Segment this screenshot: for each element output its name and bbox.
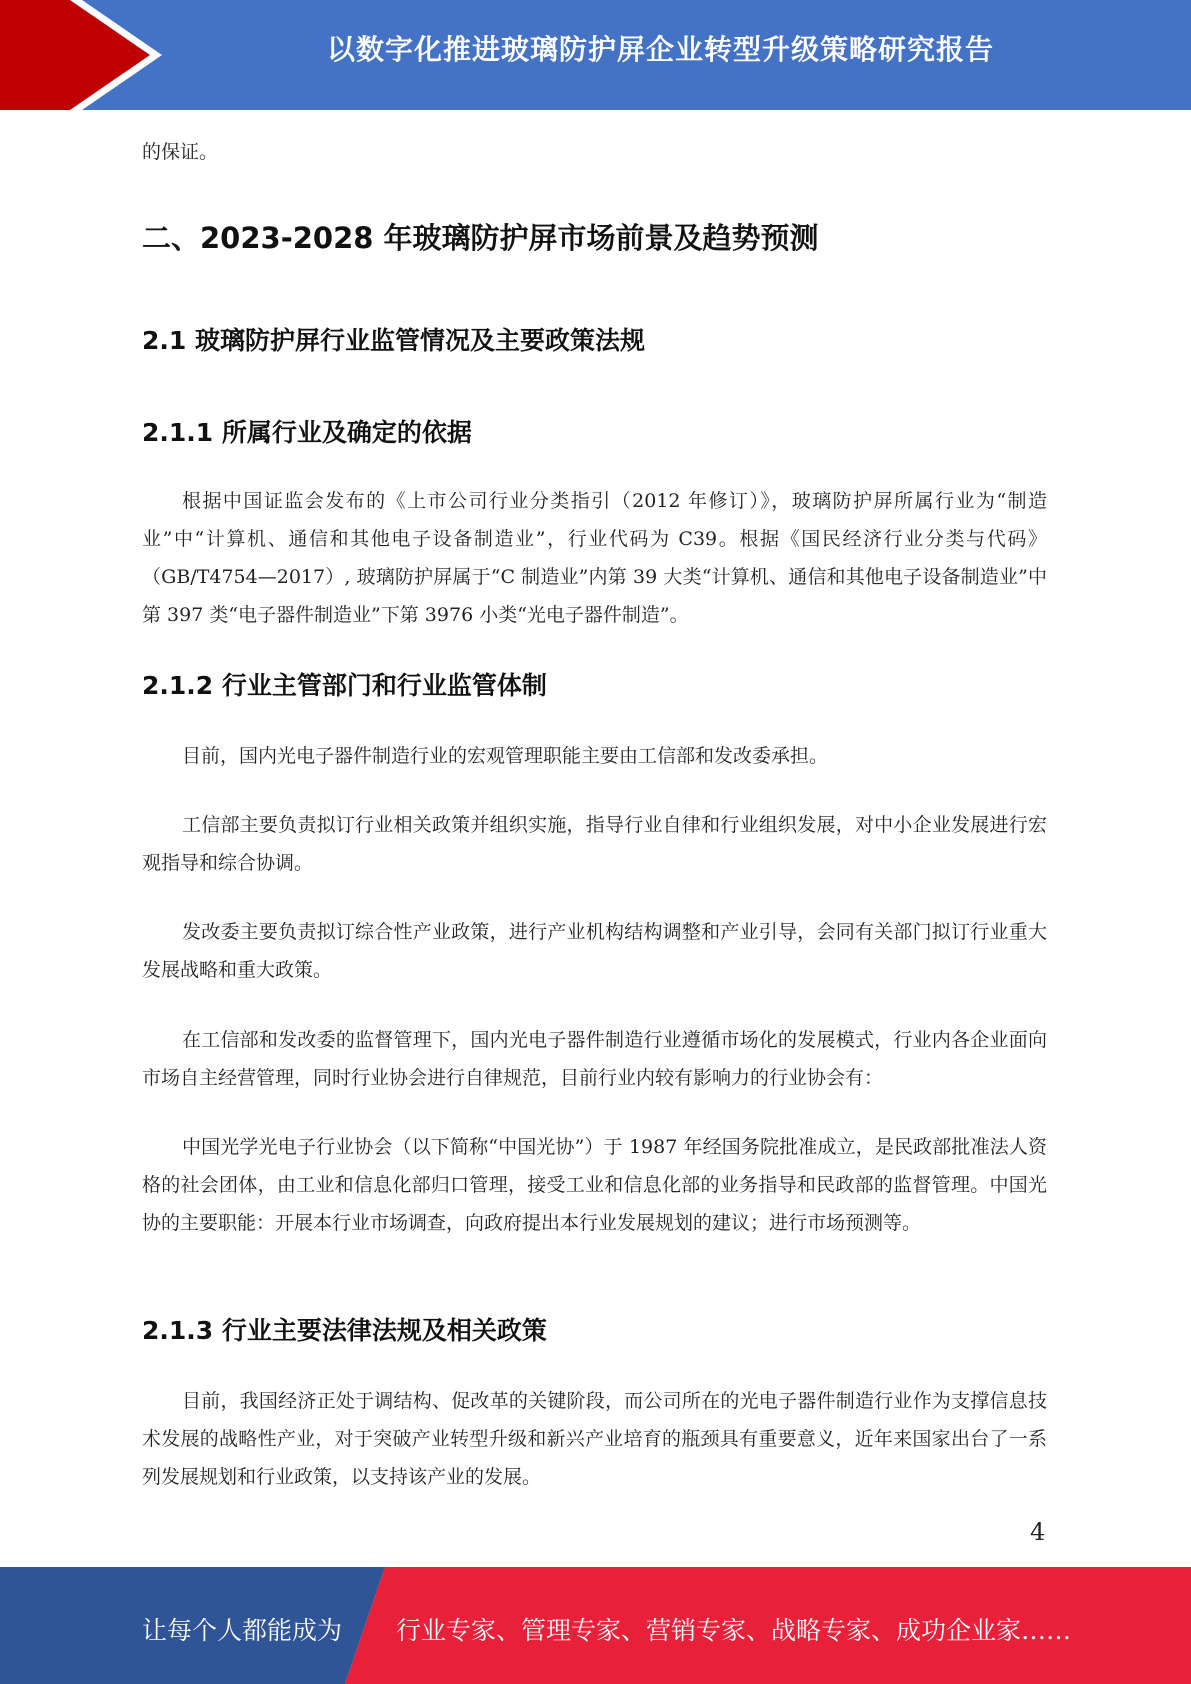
paragraph-2-1-3: 目前，我国经济正处于调结构、促改革的关键阶段，而公司所在的光电子器件制造行业作为支撑信息技术发展的战略性产业，对于突破产业转型升级和新兴产业培育的瓶颈具有重要意义，近年来国家出台了一系列发展规划和行业政策，以支持该产业的发展。 xyxy=(142,1390,1047,1488)
paragraph-2-1-2-c: 发改委主要负责拟订综合性产业政策，进行产业机构结构调整和产业引导，会同有关部门拟订行业重大发展战略和重大政策。 xyxy=(142,921,1047,981)
paragraph-2-1-2-d: 在工信部和发改委的监督管理下，国内光电子器件制造行业遵循市场化的发展模式，行业内各企业面向市场自主经营管理，同时行业协会进行自律规范，目前行业内较有影响力的行业协会有： xyxy=(142,1029,1047,1089)
paragraph-2-1-2-e: 中国光学光电子行业协会（以下简称“中国光协”）于 1987 年经国务院批准成立，是民政部批准法人资格的社会团体，由工业和信息化部归口管理，接受工业和信息化部的业务指导和民政部的监督管理。中国光协的主要职能：开展本行业市场调查，向政府提出本行业发展规划的建议；进行市场预测等。 xyxy=(142,1136,1047,1234)
page-number: 4 xyxy=(1030,1518,1046,1546)
subsection-2-1-title: 2.1 玻璃防护屏行业监管情况及主要政策法规 xyxy=(142,326,645,355)
subsection-2-1-1-title: 2.1.1 所属行业及确定的依据 xyxy=(142,418,472,447)
header-banner xyxy=(0,0,1191,110)
footer-slogan-left: 让每个人都能成为 xyxy=(142,1616,343,1645)
header-chevron-graphic xyxy=(0,0,170,110)
paragraph-2-1-1: 根据中国证监会发布的《上市公司行业分类指引（2012 年修订）》，玻璃防护屏所属行业为“制造业”中“计算机、通信和其他电子设备制造业”，行业代码为 C39。根据《国民经济行业分类与代码》（GB/T4754—2017）, 玻璃防护屏属于“C 制造业”内第 39 大类“计算机、通信和其他电子设备制造业”中第 397 类“电子器件制造业”下第 3976 小类“光电子器件制造”。 xyxy=(142,490,1047,626)
header-title: 以数字化推进玻璃防护屏企业转型升级策略研究报告 xyxy=(326,33,994,66)
footer-banner xyxy=(0,1567,1191,1684)
subsection-2-1-2-title: 2.1.2 行业主管部门和行业监管体制 xyxy=(142,671,547,700)
paragraph-2-1-2-a: 目前，国内光电子器件制造行业的宏观管理职能主要由工信部和发改委承担。 xyxy=(182,745,829,767)
subsection-2-1-3-title: 2.1.3 行业主要法律法规及相关政策 xyxy=(142,1316,547,1345)
continuation-text: 的保证。 xyxy=(142,141,219,163)
section-title: 二、2023-2028 年玻璃防护屏市场前景及趋势预测 xyxy=(142,221,819,255)
paragraph-2-1-2-b: 工信部主要负责拟订行业相关政策并组织实施，指导行业自律和行业组织发展，对中小企业发展进行宏观指导和综合协调。 xyxy=(142,814,1047,874)
footer-slogan-right: 行业专家、管理专家、营销专家、战略专家、成功企业家…… xyxy=(396,1616,1072,1645)
